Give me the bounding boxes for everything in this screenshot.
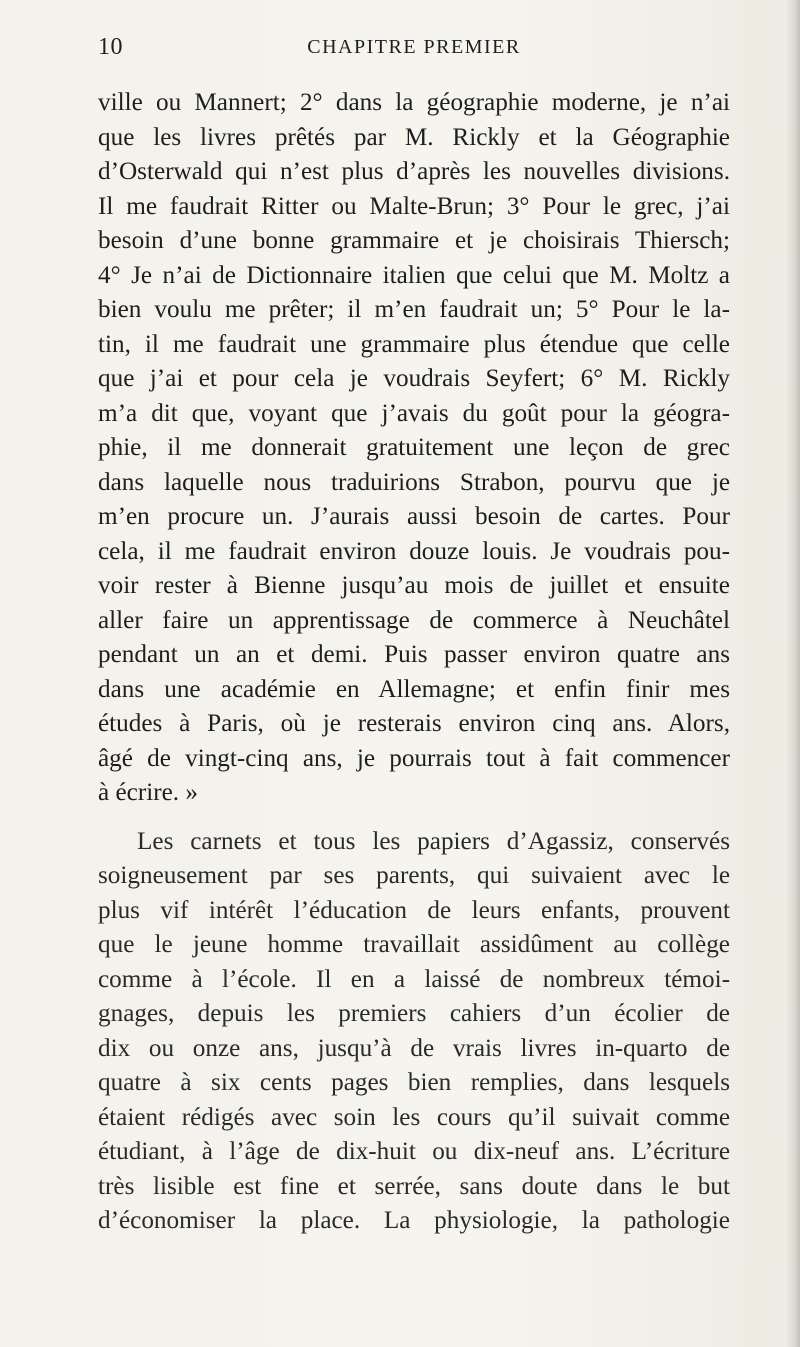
text-line: Les carnets et tous les papiers d’Agassiz, conservés <box>137 827 730 855</box>
running-title: CHAPITRE PREMIER <box>307 36 521 58</box>
text-line: bien voulu me prêter; il m’en faudrait un; 5° Pour le la- <box>98 296 730 323</box>
text-line: d’Osterwald qui n’est plus d’après les nouvelles divisions. <box>98 158 730 185</box>
text-line: âgé de vingt-cinq ans, je pourrais tout à fait commencer <box>98 744 730 772</box>
text-line: 4° Je n’ai de Dictionnaire italien que celui que M. Moltz a <box>98 261 730 289</box>
text-line: Il me faudrait Ritter ou Malte-Brun; 3° Pour le grec, j’ai <box>98 192 730 220</box>
text-line: voir rester à Bienne jusqu’au mois de juillet et ensuite <box>98 572 730 599</box>
body-text <box>98 86 730 1239</box>
page-header <box>98 34 730 64</box>
text-line: que j’ai et pour cela je voudrais Seyfert; 6° M. Rickly <box>98 365 730 392</box>
text-line: plus vif intérêt l’éducation de leurs enfants, prouvent <box>98 896 730 924</box>
text-line: aller faire un apprentissage de commerce à Neuchâtel <box>98 606 730 634</box>
text-line: ville ou Mannert; 2° dans la géographie moderne, je n’ai <box>98 89 730 116</box>
page-edge-shadow <box>786 0 800 1347</box>
page-number: 10 <box>98 34 123 60</box>
text-line: quatre à six cents pages bien remplies, dans lesquels <box>98 1069 730 1096</box>
text-line: soigneusement par ses parents, qui suivaient avec le <box>98 862 730 889</box>
text-line: tin, il me faudrait une grammaire plus étendue que celle <box>98 330 730 358</box>
paragraph-gap <box>98 811 730 825</box>
text-line: très lisible est fine et serrée, sans doute dans le but <box>98 1172 730 1200</box>
text-line: comme à l’école. Il en a laissé de nombreux témoi- <box>98 965 730 993</box>
text-line: à écrire. » <box>98 779 198 806</box>
text-line: étaient rédigés avec soin les cours qu’il suivait comme <box>98 1103 730 1131</box>
text-line: que le jeune homme travaillait assidûment au collège <box>98 931 730 958</box>
text-line: pendant un an et demi. Puis passer environ quatre ans <box>98 641 730 668</box>
text-line: dans une académie en Allemagne; et enfin finir mes <box>98 675 730 703</box>
text-line: m’en procure un. J’aurais aussi besoin de cartes. Pour <box>98 503 730 530</box>
text-line: d’économiser la place. La physiologie, la pathologie <box>98 1207 730 1234</box>
text-line: cela, il me faudrait environ douze louis. Je voudrais pou- <box>98 537 730 565</box>
text-line: dans laquelle nous traduirions Strabon, pourvu que je <box>98 468 730 496</box>
text-line: que les livres prêtés par M. Rickly et la Géographie <box>98 123 730 151</box>
paragraph-1 <box>98 86 730 811</box>
text-line: études à Paris, où je resterais environ cinq ans. Alors, <box>98 710 730 737</box>
text-line: dix ou onze ans, jusqu’à de vrais livres in-quarto de <box>98 1034 730 1062</box>
paragraph-2 <box>98 825 730 1239</box>
text-line: m’a dit que, voyant que j’avais du goût pour la géogra- <box>98 399 730 427</box>
text-line: besoin d’une bonne grammaire et je choisirais Thiersch; <box>98 227 730 254</box>
text-line: gnages, depuis les premiers cahiers d’un écolier de <box>98 1000 730 1027</box>
text-line: étudiant, à l’âge de dix-huit ou dix-neuf ans. L’écriture <box>98 1138 730 1165</box>
text-line: phie, il me donnerait gratuitement une leçon de grec <box>98 434 730 461</box>
